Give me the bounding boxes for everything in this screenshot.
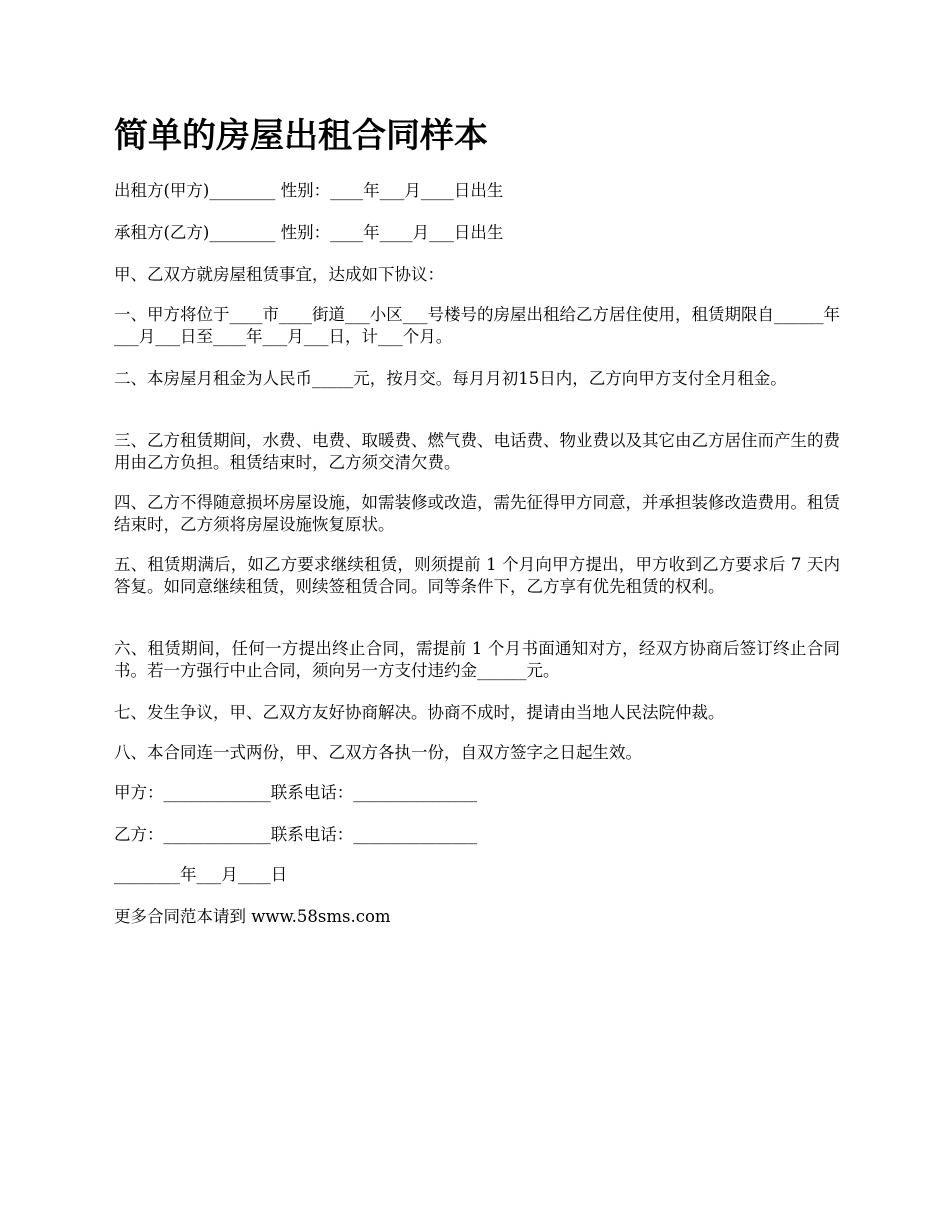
agreement-intro: 甲、乙双方就房屋租赁事宜，达成如下协议： xyxy=(114,265,444,284)
lessor-line: 出租方(甲方)________ 性别：____年___月____日出生 xyxy=(114,181,504,200)
signing-date-line: ________年___月____日 xyxy=(114,865,288,884)
clause-6: 六、租赁期间，任何一方提出终止合同，需提前 1 个月书面通知对方，经双方协商后签订终止合同书。若一方强行中止合同，须向另一方支付违约金______元。 xyxy=(114,639,840,680)
clause-8: 八、本合同连一式两份，甲、乙双方各执一份，自双方签字之日起生效。 xyxy=(114,743,642,762)
lessee-line: 承租方(乙方)________ 性别：____年____月___日出生 xyxy=(114,223,504,242)
document-title: 简单的房屋出租合同样本 xyxy=(114,116,488,156)
clause-7: 七、发生争议，甲、乙双方友好协商解决。协商不成时，提请由当地人民法院仲裁。 xyxy=(114,703,725,722)
clause-2: 二、本房屋月租金为人民币_____元，按月交。每月月初15日内，乙方向甲方支付全月租金。 xyxy=(114,369,787,388)
clause-1: 一、甲方将位于____市____街道___小区___号楼号的房屋出租给乙方居住使用，租赁期限自______年___月___日至____年___月___日，计___个月。 xyxy=(114,305,840,346)
clause-4: 四、乙方不得随意损坏房屋设施，如需装修或改造，需先征得甲方同意，并承担装修改造费用。租赁结束时，乙方须将房屋设施恢复原状。 xyxy=(114,493,840,534)
party-a-signature-line: 甲方：_____________联系电话：_______________ xyxy=(114,783,477,802)
clause-5: 五、租赁期满后，如乙方要求继续租赁，则须提前 1 个月向甲方提出，甲方收到乙方要求后 7 天内答复。如同意继续租赁，则续签租赁合同。同等条件下，乙方享有优先租赁的权利。 xyxy=(114,555,840,596)
footer-note: 更多合同范本请到 www.58sms.com xyxy=(114,907,391,926)
party-b-signature-line: 乙方：_____________联系电话：_______________ xyxy=(114,825,477,844)
clause-3: 三、乙方租赁期间，水费、电费、取暖费、燃气费、电话费、物业费以及其它由乙方居住而产生的费用由乙方负担。租赁结束时，乙方须交清欠费。 xyxy=(114,431,840,472)
